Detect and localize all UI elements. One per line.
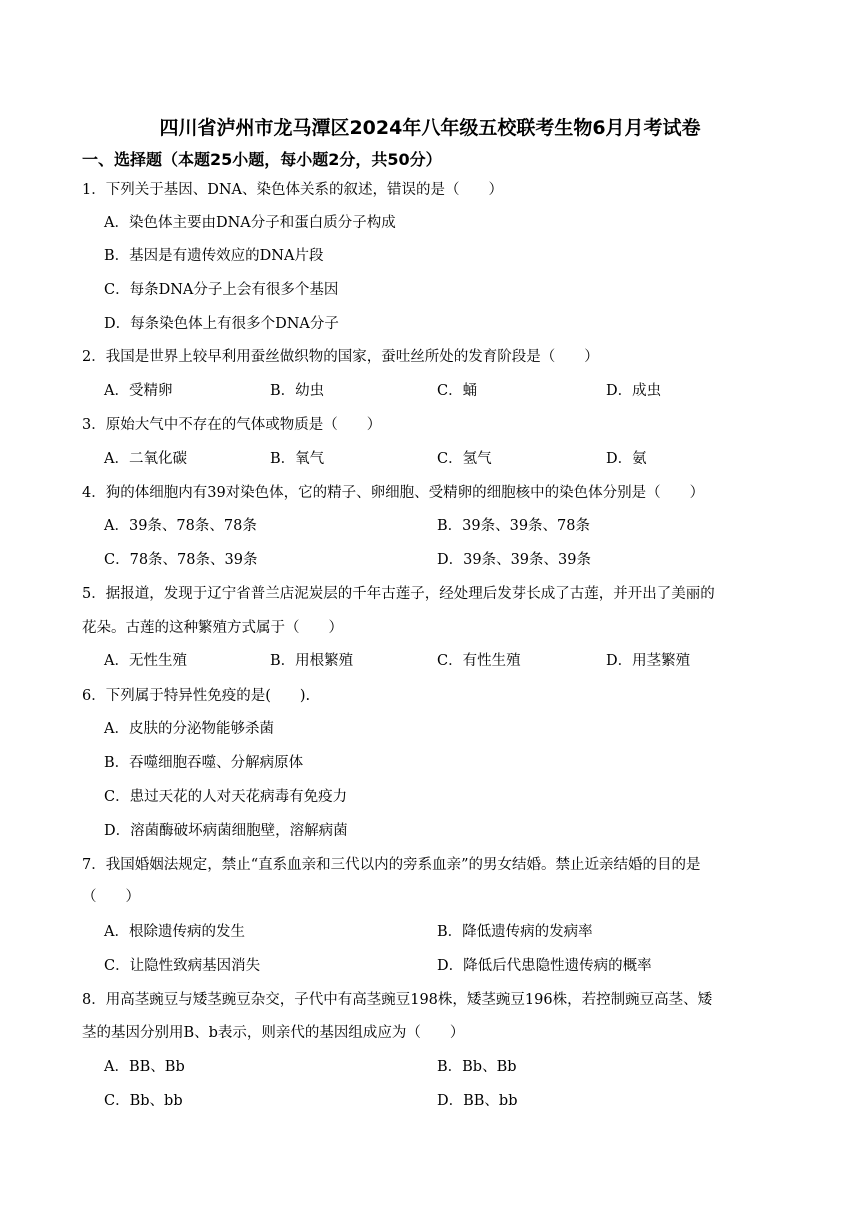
answer-option: D．BB、bb bbox=[437, 1093, 518, 1109]
answer-option: B．氧气 bbox=[270, 451, 325, 467]
answer-option: A．二氧化碳 bbox=[104, 451, 187, 467]
answer-option: C．蛹 bbox=[437, 383, 478, 399]
answer-option: B．吞噬细胞吞噬、分解病原体 bbox=[104, 755, 304, 771]
answer-option: C．Bb、bb bbox=[104, 1093, 183, 1109]
answer-option: D．39条、39条、39条 bbox=[437, 552, 591, 568]
answer-option: A．受精卵 bbox=[104, 383, 173, 399]
answer-option: A．39条、78条、78条 bbox=[104, 518, 257, 534]
answer-option: A．皮肤的分泌物能够杀菌 bbox=[104, 721, 274, 737]
question-stem: （ ） bbox=[82, 889, 140, 905]
answer-option: D．降低后代患隐性遗传病的概率 bbox=[437, 958, 652, 974]
answer-option: A．染色体主要由DNA分子和蛋白质分子构成 bbox=[104, 215, 396, 231]
question-stem: 2．我国是世界上较早利用蚕丝做织物的国家，蚕吐丝所处的发育阶段是（ ） bbox=[82, 349, 599, 365]
answer-option: B．降低遗传病的发病率 bbox=[437, 924, 593, 940]
answer-option: A．根除遗传病的发生 bbox=[104, 924, 245, 940]
page-title: 四川省泸州市龙马潭区2024年八年级五校联考生物6月月考试卷 bbox=[159, 117, 701, 139]
answer-option: C．78条、78条、39条 bbox=[104, 552, 258, 568]
section-heading: 一、选择题（本题25小题，每小题2分，共50分） bbox=[82, 150, 442, 169]
question-stem: 8．用高茎豌豆与矮茎豌豆杂交，子代中有高茎豌豆198株，矮茎豌豆196株，若控制豌豆高茎、矮 bbox=[82, 992, 713, 1008]
question-stem: 3．原始大气中不存在的气体或物质是（ ） bbox=[82, 417, 382, 433]
answer-option: D．每条染色体上有很多个DNA分子 bbox=[104, 316, 339, 332]
answer-option: D．溶菌酶破坏病菌细胞壁，溶解病菌 bbox=[104, 823, 348, 839]
answer-option: B．Bb、Bb bbox=[437, 1059, 517, 1075]
question-stem: 7．我国婚姻法规定，禁止“直系血亲和三代以内的旁系血亲”的男女结婚。禁止近亲结婚的目的是 bbox=[82, 857, 701, 873]
answer-option: C．有性生殖 bbox=[437, 653, 521, 669]
question-stem: 5．据报道，发现于辽宁省普兰店泥炭层的千年古莲子，经处理后发芽长成了古莲，并开出了美丽的 bbox=[82, 586, 715, 602]
answer-option: C．氢气 bbox=[437, 451, 492, 467]
answer-option: D．成虫 bbox=[606, 383, 662, 399]
answer-option: D．用茎繁殖 bbox=[606, 653, 691, 669]
question-stem: 6．下列属于特异性免疫的是( ). bbox=[82, 688, 311, 704]
question-stem: 4．狗的体细胞内有39对染色体，它的精子、卵细胞、受精卵的细胞核中的染色体分别是（ ） bbox=[82, 485, 705, 501]
answer-option: A．BB、Bb bbox=[104, 1059, 185, 1075]
answer-option: D．氨 bbox=[606, 451, 647, 467]
answer-option: A．无性生殖 bbox=[104, 653, 187, 669]
answer-option: C．每条DNA分子上会有很多个基因 bbox=[104, 282, 339, 298]
answer-option: C．让隐性致病基因消失 bbox=[104, 958, 261, 974]
answer-option: B．基因是有遗传效应的DNA片段 bbox=[104, 248, 324, 264]
answer-option: C．患过天花的人对天花病毒有免疫力 bbox=[104, 789, 348, 805]
answer-option: B．39条、39条、78条 bbox=[437, 518, 591, 534]
answer-option: B．幼虫 bbox=[270, 383, 325, 399]
question-stem: 花朵。古莲的这种繁殖方式属于（ ） bbox=[82, 620, 343, 636]
answer-option: B．用根繁殖 bbox=[270, 653, 354, 669]
question-stem: 1．下列关于基因、DNA、染色体关系的叙述，错误的是（ ） bbox=[82, 182, 504, 198]
question-stem: 茎的基因分别用B、b表示，则亲代的基因组成应为（ ） bbox=[82, 1025, 465, 1041]
